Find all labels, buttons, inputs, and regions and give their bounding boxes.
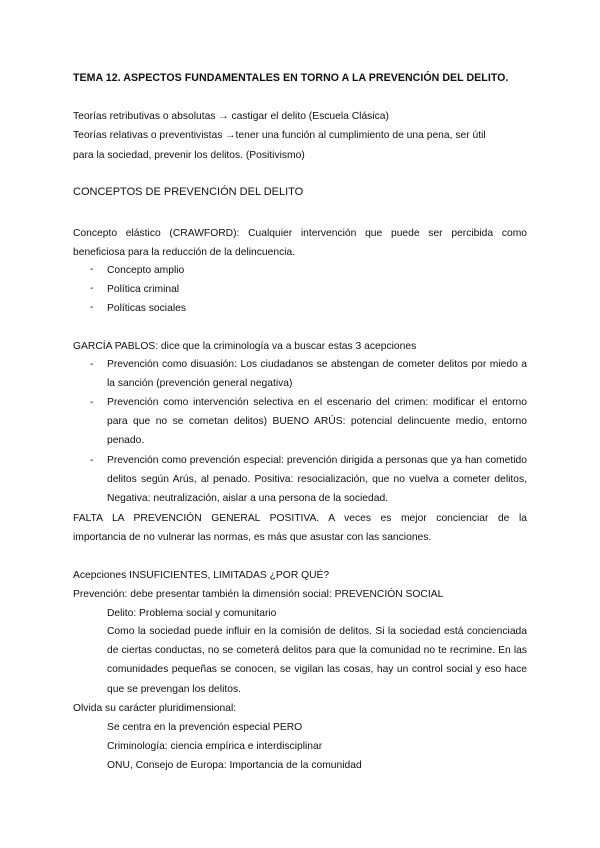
list-item: Prevención como disuasión: Los ciudadanos se abstengan de cometer delitos por miedo a la sanción (prevención general negativa) — [107, 359, 527, 390]
bullet-dash: - — [90, 264, 94, 275]
falta-paragraph — [73, 509, 527, 547]
list-item: Política criminal — [107, 284, 180, 295]
delito-line: Delito: Problema social y comunitario — [107, 608, 277, 619]
list-item: Criminología: ciencia empírica e interdisciplinar — [107, 741, 323, 752]
crawford-line-1: Concepto elástico (CRAWFORD): Cualquier intervención que puede ser percibida como — [73, 228, 527, 239]
bullet-dash: - — [90, 359, 94, 370]
falta-line-2: importancia de no vulnerar las normas, es más que asustar con las sanciones. — [73, 532, 432, 544]
bullet-dash: - — [90, 302, 94, 313]
prevencion-line: Prevención: debe presentar también la dimensión social: PREVENCIÓN SOCIAL — [73, 589, 444, 600]
list-item: Políticas sociales — [107, 303, 186, 314]
list-item: Prevención como intervención selectiva en el escenario del crimen: modificar el entorno para que no se cometan delitos) BUENO ARÚS: potencial delincuente medio, entorno penado. — [107, 397, 527, 447]
bullet-dash: - — [90, 283, 94, 294]
sociedad-paragraph: Como la sociedad puede influir en la comisión de delitos. Si la sociedad está concienciada de ciertas conductas, no se cometerá delitos para que la comunidad no te recrimine. En las comunidades pequeñas se conocen, se vigilan las cosas, hay un control social y eso hace que se prevengan los delitos. — [107, 626, 527, 695]
intro-line-2: Teorías relativas o preventivistas →tener una función al cumplimiento de una pena, ser útil — [73, 130, 486, 141]
list-item: Prevención como prevención especial: prevención dirigida a personas que ya han cometido delitos según Arús, al penado. Positiva: resocialización, que no vuelva a cometer delitos, Negativa: neutralización, aislar a una persona de la sociedad. — [107, 455, 527, 505]
intro-line-3: para la sociedad, prevenir los delitos. (Positivismo) — [73, 150, 305, 161]
section-heading: CONCEPTOS DE PREVENCIÓN DEL DELITO — [73, 186, 304, 198]
garcia-intro: GARCÍA PABLOS: dice que la criminología va a buscar estas 3 acepciones — [73, 341, 417, 352]
acepciones-heading: Acepciones INSUFICIENTES, LIMITADAS ¿POR QUÉ? — [73, 570, 330, 581]
crawford-line-2: beneficiosa para la reducción de la delincuencia. — [73, 247, 296, 259]
list-item: ONU, Consejo de Europa: Importancia de la comunidad — [107, 760, 362, 771]
intro-line-1: Teorías retributivas o absolutas → castigar el delito (Escuela Clásica) — [73, 111, 389, 122]
crawford-paragraph — [73, 224, 527, 262]
list-item: Se centra en la prevención especial PERO — [107, 722, 303, 733]
bullet-dash: - — [90, 397, 94, 408]
list-item: Concepto amplio — [107, 265, 185, 276]
olvida-line: Olvida su carácter pluridimensional: — [73, 703, 237, 714]
bullet-dash: - — [90, 455, 94, 466]
falta-line-1: FALTA LA PREVENCIÓN GENERAL POSITIVA. A veces es mejor concienciar de la — [73, 513, 527, 524]
document-title: TEMA 12. ASPECTOS FUNDAMENTALES EN TORNO A LA PREVENCIÓN DEL DELITO. — [73, 72, 509, 84]
